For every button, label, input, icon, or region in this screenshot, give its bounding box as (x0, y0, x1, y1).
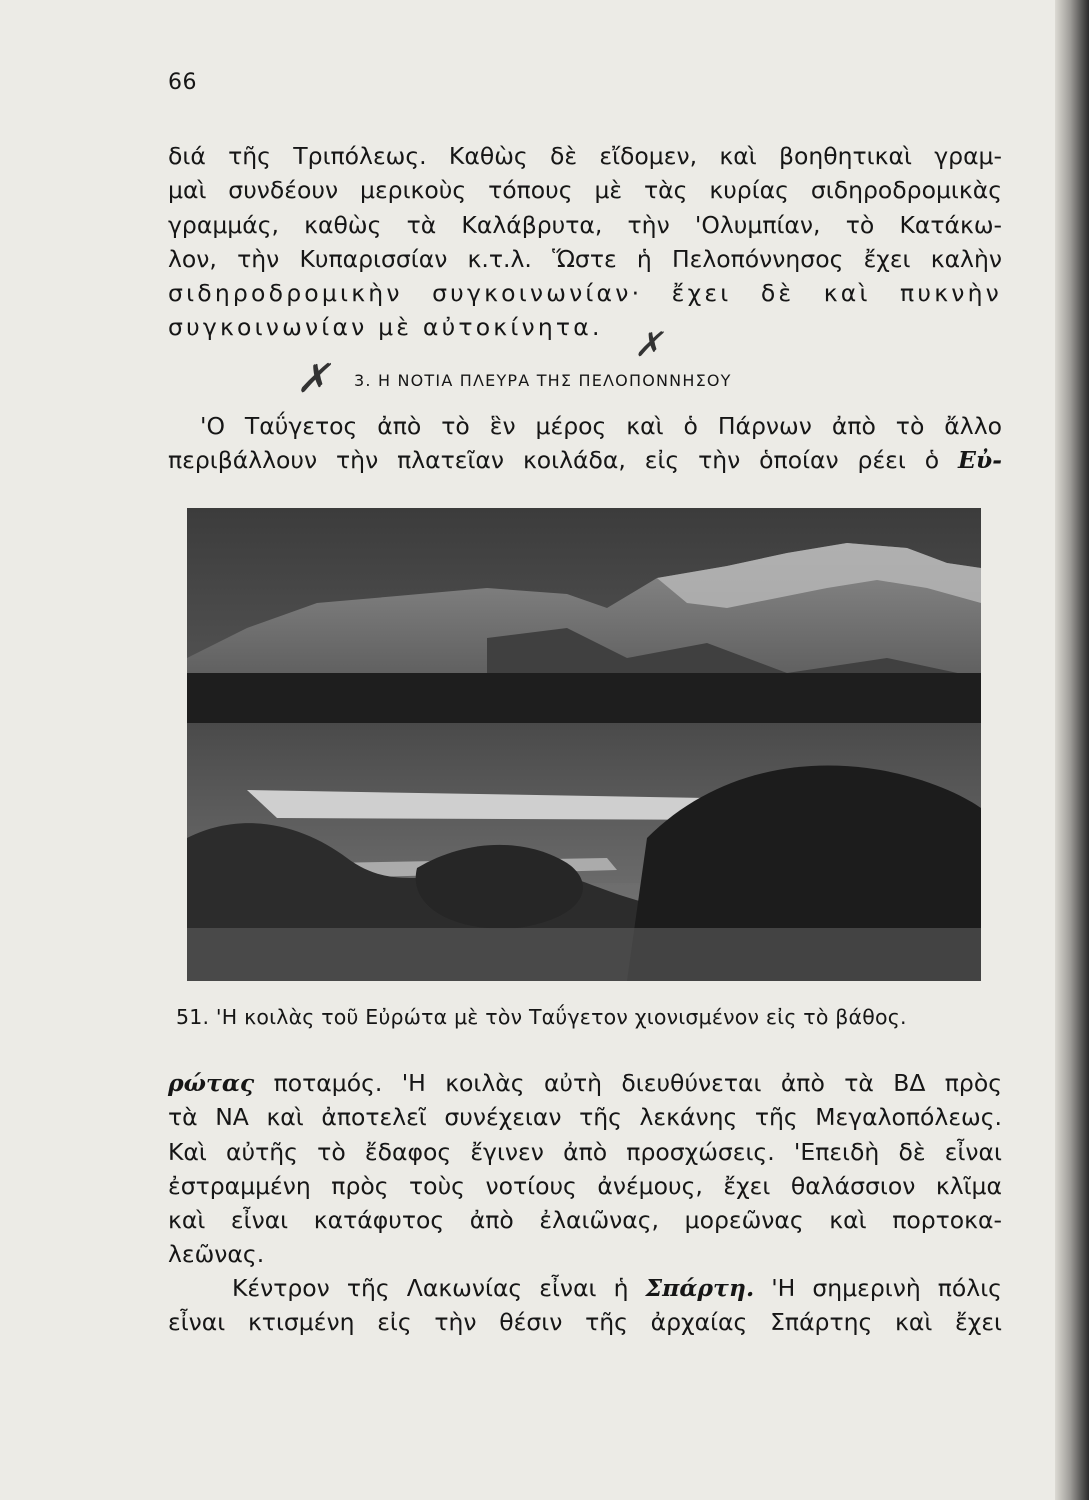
text-line: τὰ ΝΑ καὶ ἀποτελεῖ συνέχειαν τῆς λεκάνης τῆς Μεγαλοπόλεως. (168, 1103, 1002, 1132)
text-line: διά τῆς Τριπόλεως. Καθὼς δὲ εἴδομεν, καὶ βοηθητικαὶ γραμ- (168, 142, 1002, 170)
text-line: καὶ εἶναι κατάφυτος ἀπὸ ἐλαιῶνας, μορεῶνας καὶ πορτοκα- (168, 1206, 1002, 1235)
page-number: 66 (168, 70, 197, 95)
text-line: λεῶνας. (168, 1240, 265, 1269)
paragraph-transport (168, 139, 1002, 345)
paragraph-taygetos (168, 409, 1002, 478)
text-line (168, 1271, 1002, 1305)
text-line: σιδηροδρομικὴν συγκοινωνίαν· ἔχει δὲ καὶ πυκνὴν (168, 279, 1002, 308)
text-segment: περιβάλλουν τὴν πλατεῖαν κοιλάδα, εἰς τὴν ὁποίαν ρέει ὁ (168, 446, 940, 475)
bold-term-evrotas-end: ρώτας (168, 1069, 255, 1097)
text-line: λον, τὴν Κυπαρισσίαν κ.τ.λ. Ὥστε ἡ Πελοπόννησος ἔχει καλὴν (168, 244, 1002, 273)
figure-caption: 51. 'Η κοιλὰς τοῦ Εὐρώτα μὲ τὸν Ταΰγετον χιονισμένον εἰς τὸ βάθος. (176, 1005, 907, 1029)
paragraph-sparta (168, 1271, 1002, 1340)
text-line: γραμμάς, καθὼς τὰ Καλάβρυτα, τὴν 'Ολυμπίαν, τὸ Κατάκω- (168, 210, 1002, 239)
bold-term-sparti: Σπάρτη. (645, 1274, 755, 1302)
text-line: Καὶ αὐτῆς τὸ ἔδαφος ἔγινεν ἀπὸ προσχώσεις. 'Επειδὴ δὲ εἶναι (168, 1137, 1002, 1166)
text-segment: 'Η σημερινὴ πόλις (771, 1274, 1002, 1302)
text-line: μαὶ συνδέουν μερικοὺς τόπους μὲ τὰς κυρίας σιδηροδρομικὰς (168, 176, 1002, 205)
foreground-gravel (187, 928, 981, 981)
bold-term-evrotas: Εὐ- (958, 446, 1002, 475)
text-line (168, 1066, 1002, 1100)
text-line: ἐστραμμένη πρὸς τοὺς νοτίους ἀνέμους, ἔχει θαλάσσιον κλῖμα (168, 1171, 1002, 1200)
text-line (168, 443, 1002, 477)
text-line: 'Ο Ταΰγετος ἀπὸ τὸ ἓν μέρος καὶ ὁ Πάρνων ἀπὸ τὸ ἄλλο (200, 412, 1002, 440)
valley-photo-illustration (187, 508, 981, 981)
figure-photo (187, 508, 981, 981)
handwritten-star-mark: ✗ (634, 325, 663, 365)
tree-line (187, 673, 981, 723)
paragraph-valley (168, 1066, 1002, 1272)
text-segment: Κέντρον τῆς Λακωνίας εἶναι ἡ (232, 1274, 629, 1302)
page-edge-shadow (1055, 0, 1089, 1500)
section-heading: 3. Η ΝΟΤΙΑ ΠΛΕΥΡΑ ΤΗΣ ΠΕΛΟΠΟΝΝΗΣΟΥ (354, 371, 732, 390)
text-line: εἶναι κτισμένη εἰς τὴν θέσιν τῆς ἀρχαίας Σπάρτης καὶ ἔχει (168, 1308, 1002, 1337)
text-line: συγκοινωνίαν μὲ αὐτοκίνητα. (168, 313, 603, 342)
text-segment: ποταμός. 'Η κοιλὰς αὐτὴ διευθύνεται ἀπὸ τὰ ΒΔ πρὸς (273, 1069, 1002, 1097)
handwritten-star-mark: ✗ (296, 356, 330, 402)
